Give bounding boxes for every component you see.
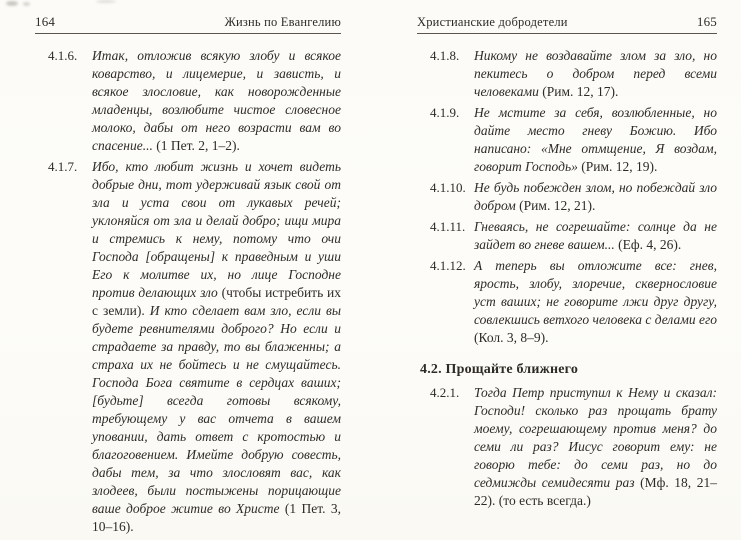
entry-number: 4.1.11.: [430, 219, 466, 234]
page-number-right: 165: [696, 14, 717, 29]
entry-4.1.11: [417, 218, 717, 254]
page-number-left: 164: [35, 14, 56, 29]
entry-number: 4.1.10.: [430, 180, 466, 195]
entry-text: Тогда Петр приступил к Нему и сказал: Господи! сколько раз прощать брату моему, согрешающему против меня? до семи ли раз? Иисус говорит ему: не говорю тебе: до семи раз, но до седмижды семидесяти раз (Мф. 18, 21–22). (то есть всегда.): [474, 385, 718, 508]
scan-smudge: [23, 2, 30, 6]
running-title-right: Христианские добродетели: [417, 15, 568, 29]
page-body-right: [417, 47, 717, 510]
running-title-left: Жизнь по Евангелию: [224, 15, 341, 29]
entry-4.1.12: [417, 257, 717, 347]
entry-4.1.7: [35, 158, 341, 536]
entry-4.1.6: [35, 47, 341, 155]
page-left: [35, 14, 341, 539]
page-header-right: [417, 14, 717, 34]
entry-number: 4.1.7.: [48, 159, 78, 174]
entry-number: 4.1.9.: [430, 105, 460, 120]
entry-4.2.1: [417, 384, 717, 510]
entry-number: 4.1.12.: [430, 258, 466, 273]
page-header-left: [35, 14, 341, 34]
entry-text: Не мстите за себя, возлюбленные, но дайте место гневу Божию. Ибо написано: «Мне отмщение, Я воздам, говорит Господь» (Рим. 12, 19).: [474, 105, 717, 174]
entry-number: 4.2.1.: [430, 385, 460, 400]
entry-number: 4.1.8.: [430, 48, 460, 63]
entry-number: 4.1.6.: [48, 48, 78, 63]
entry-text: Итак, отложив всякую злобу и всякое коварство, и лицемерие, и зависть, и всякое злословие, как новорожденные младенцы, возлюбите чистое словесное молоко, дабы от него возрасти вам во спасение... (1 Пет. 2, 1–2).: [92, 48, 341, 153]
entry-text: Не будь побежден злом, но побеждай зло добром (Рим. 12, 21).: [474, 180, 717, 213]
entry-text: Ибо, кто любит жизнь и хочет видеть добрые дни, тот удерживай язык свой от зла и уста свои от лукавых речей; уклоняйся от зла и делай добро; ищи мира и стремись к нему, потому что очи Господа [обращены] к праведным и уши Его к молитве их, но лице Господне против делающих зло (чтобы истребить их с земли). И кто сделает вам зло, если вы будете ревнителями доброго? Но если и страдаете за правду, то вы блаженны; а страха их не бойтесь и не смущайтесь. Господа Бога святите в сердцах ваших; [будьте] всегда готовы всякому, требующему у вас отчета в вашем уповании, дать ответ с кротостью и благоговением. Имейте добрую совесть, дабы тем, за что злословят вас, как злодеев, были постыжены порицающие ваше доброе житие во Христе (1 Пет. 3, 10–16).: [92, 159, 342, 534]
scan-smudge: [6, 1, 18, 6]
entry-text: Никому не воздавайте злом за зло, но пекитесь о добром перед всеми человеками (Рим. 12, 17).: [474, 48, 717, 99]
entry-text: А теперь вы отложите все: гнев, ярость, злобу, злоречие, сквернословие уст ваших; не говорите лжи друг другу, совлекшись ветхого человека с делами его (Кол. 3, 8–9).: [474, 258, 717, 345]
entry-4.1.9: [417, 104, 717, 176]
entry-text: Гневаясь, не согрешайте: солнце да не зайдет во гневе вашем... (Еф. 4, 26).: [474, 219, 717, 252]
entry-4.1.10: [417, 179, 717, 215]
entry-4.1.8: [417, 47, 717, 101]
page-right: [417, 14, 717, 539]
section-heading: 4.2. Прощайте ближнего: [420, 362, 579, 377]
page-body-left: [35, 47, 341, 536]
scan-smudge: [96, 0, 116, 3]
